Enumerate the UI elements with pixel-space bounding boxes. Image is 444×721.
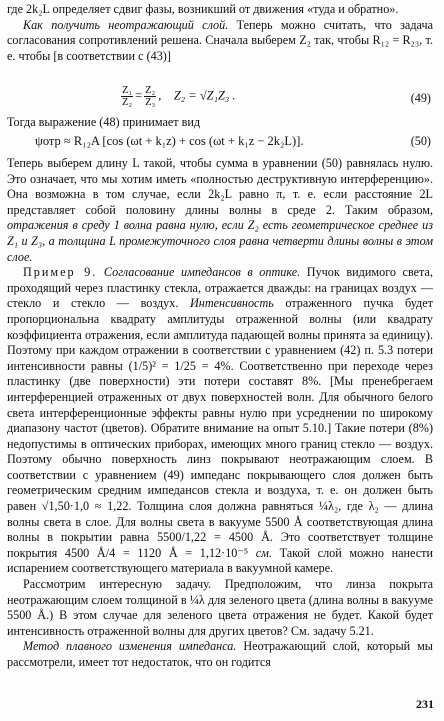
paragraph-smooth-impedance: Метод плавного изменения импеданса. Неотражающий слой, который мы рассмотрели, имеет тот недостаток, что он годится xyxy=(7,639,433,669)
equation-49: $\frac{\text{Z₁}}{\text{Z₂}}$ = $\frac{\text{Z₂}}{\text{Z₃}}$ , Z₂ = √Z₁Z₃ . (49) xyxy=(122,85,431,108)
paragraph-choose-length: Теперь выберем длину L такой, чтобы сумма в уравнении (50) равнялась нулю. Это означает, что мы хотим иметь «полностью деструктивную интерференцию». Она возможна в том случае, если 2k₂L равно π, т. е. если расстояние 2L представляет собой половину длины волны в среде 2. Таким образом, отражения в среду 1 волна равна нулю, если Z₂ есть геометрическое среднее из Z₁ и Z₃, а толщина L промежуточного слоя равна четверти длины волны в этом слое. xyxy=(7,156,433,264)
equation-50 xyxy=(7,131,433,155)
text-block-eq50-intro xyxy=(7,115,433,131)
paragraph-nonreflecting-layer: Как получить неотражающий слой. Теперь можно считать, что задача согласования сопротивлений решена. Сначала выберем Z₂ так, чтобы R₁₂ = R₂₃, т. е. чтобы [в соответствии с (43)] xyxy=(7,17,433,63)
paragraph-problem: Рассмотрим интересную задачу. Предположим, что линза покрыта неотражающим слоем толщиной в ¼λ для зеленого цвета (длина волны в вакууме 5500 Å.) В этом случае для зеленого цвета отражения не будет. Какой будет интенсивность отраженной волны для других цветов? См. задачу 5.21. xyxy=(7,577,433,638)
page-number: 231 xyxy=(416,697,434,711)
example-label: Пример 9. xyxy=(23,265,98,280)
fraction-z1-z2: $\frac{\text{Z₁}}{\text{Z₂}}$ xyxy=(122,85,133,108)
equation-number: (49) xyxy=(410,91,431,105)
equation-49-rest: Z₂ = √Z₁Z₃ . xyxy=(173,88,236,103)
fraction-z2-z3: $\frac{\text{Z₂}}{\text{Z₃}}$ xyxy=(145,85,156,108)
text-block-main xyxy=(7,156,433,671)
opening-line: где 2k₂L определяет сдвиг фазы, возникший от движения «туда и обратно». xyxy=(7,2,399,16)
text-block-top xyxy=(7,2,433,64)
equation-number: (50) xyxy=(410,134,431,148)
paragraph-then: Тогда выражение (48) принимает вид xyxy=(7,115,201,129)
paragraph-example-9: Пример 9. Согласование импедансов в оптике. Пучок видимого света, проходящий через пластинку стекла, отражается дважды: на границах воздух — стекло и стекло — воздух. Интенсивность отраженного пучка будет пропорциональна квадрату амплитуды отраженной волны (или квадрату коэффициента отражения, если амплитуда падающей волны принята за единицу). Поэтому при каждом отражении в соответствии с уравнением (42) п. 5.3 потери интенсивности равны (1/5)² = 1/25 = 4%. Соответственно при переходе через пластинку (две поверхности) эти потери составят 8%. [Мы пренебрегаем интерференцией отраженных от двух поверхностей волн. Для обычного белого света интерференционные эффекты равны нулю при усреднении по широкому диапазону частот (цветов). Обратите внимание на опыт 5.10.] Такие потери (8%) недопустимы в оптических приборах, имеющих много границ стекло — воздух. Поэтому обычно поверхность линз покрывают неотражающим слоем. В соответствии с уравнением (49) импеданс покрывающего слоя должен быть геометрическим средним импедансов стекла и воздуха, т. е. он должен быть равен √1,50·1,0 ≈ 1,22. Толщина слоя должна равняться ¼λ₂, где λ₂ — длина волны света в слое. Для волны света в вакууме 5500 Å соответствующая длина волны в покрытии равна 5500/1,22 = 4500 Å. Это соответствует толщине покрытия 4500 Å/4 = 1120 Å = 1,12·10⁻⁵ см. Такой слой можно нанести испарением соответствующего материала в вакуумной камере. xyxy=(7,265,433,576)
example-title: Согласование импедансов в оптике. xyxy=(97,265,301,280)
equation-50-body: ψотр ≈ R₁₂A [cos (ωt + k₁z) + cos (ωt + k₁z − 2k₂L)]. xyxy=(35,134,304,148)
paragraph-lead: Метод плавного изменения импеданса. xyxy=(23,639,237,654)
paragraph-lead: Как получить неотражающий слой. xyxy=(23,17,229,32)
